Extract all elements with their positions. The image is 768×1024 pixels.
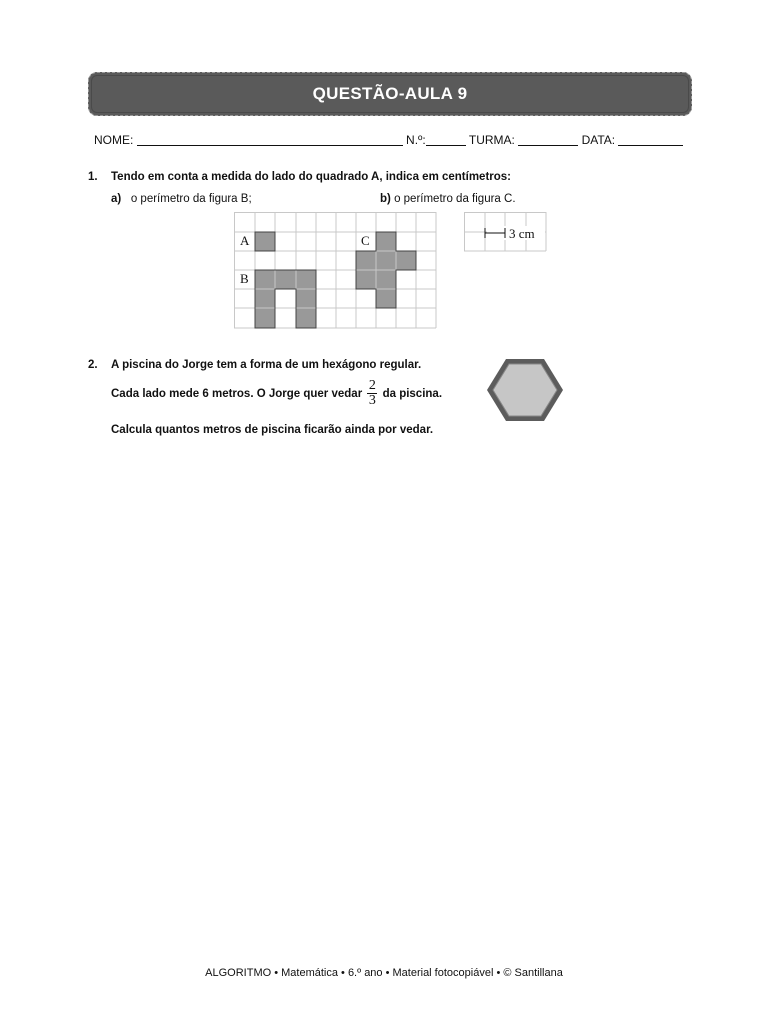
question-1b: [380, 193, 516, 205]
title-banner: [88, 72, 692, 116]
square-a: [255, 232, 275, 251]
fraction-numerator: 2: [368, 378, 376, 394]
question-2-line2-after: da piscina.: [382, 388, 443, 400]
date-label: DATA:: [581, 133, 616, 147]
question-1b-label: b): [380, 193, 391, 205]
number-field[interactable]: [426, 133, 466, 146]
label-a: A: [240, 233, 250, 248]
question-2-line3: Calcula quantos metros de piscina ficarão ainda por vedar.: [111, 424, 434, 436]
question-1-text: Tendo em conta a medida do lado do quadrado A, indica em centímetros:: [111, 171, 512, 183]
fraction-denominator: 3: [368, 393, 376, 409]
question-2-line2-before: Cada lado mede 6 metros. O Jorge quer vedar: [111, 388, 363, 400]
question-2-line1: A piscina do Jorge tem a forma de um hexágono regular.: [111, 359, 422, 371]
footer: ALGORITMO • Matemática • 6.º ano • Material fotocopiável • © Santillana: [205, 967, 563, 979]
question-1b-text: o perímetro da figura C.: [394, 193, 516, 205]
label-c: C: [361, 233, 370, 248]
class-label: TURMA:: [468, 133, 515, 147]
label-b: B: [240, 271, 249, 286]
hexagon-figure: [484, 356, 566, 424]
scale-legend: [464, 212, 548, 252]
question-1a-text: o perímetro da figura B;: [130, 193, 252, 205]
class-field[interactable]: [518, 133, 578, 146]
name-label: NOME:: [94, 133, 134, 147]
page-title: QUESTÃO-AULA 9: [312, 84, 468, 103]
question-1-number: 1.: [88, 171, 98, 183]
student-info-line: [94, 133, 683, 147]
number-label: N.º:: [406, 133, 426, 147]
date-field[interactable]: [618, 133, 683, 146]
name-field[interactable]: [137, 133, 403, 146]
question-1a-label: a): [111, 193, 122, 205]
scale-label: 3 cm: [509, 226, 535, 241]
fraction: [367, 379, 377, 408]
question-2-line2: [111, 378, 442, 410]
question-2-number: 2.: [88, 359, 98, 371]
figure-b: [255, 270, 316, 328]
question-1a: [111, 193, 252, 205]
grid-figure: [234, 212, 438, 330]
